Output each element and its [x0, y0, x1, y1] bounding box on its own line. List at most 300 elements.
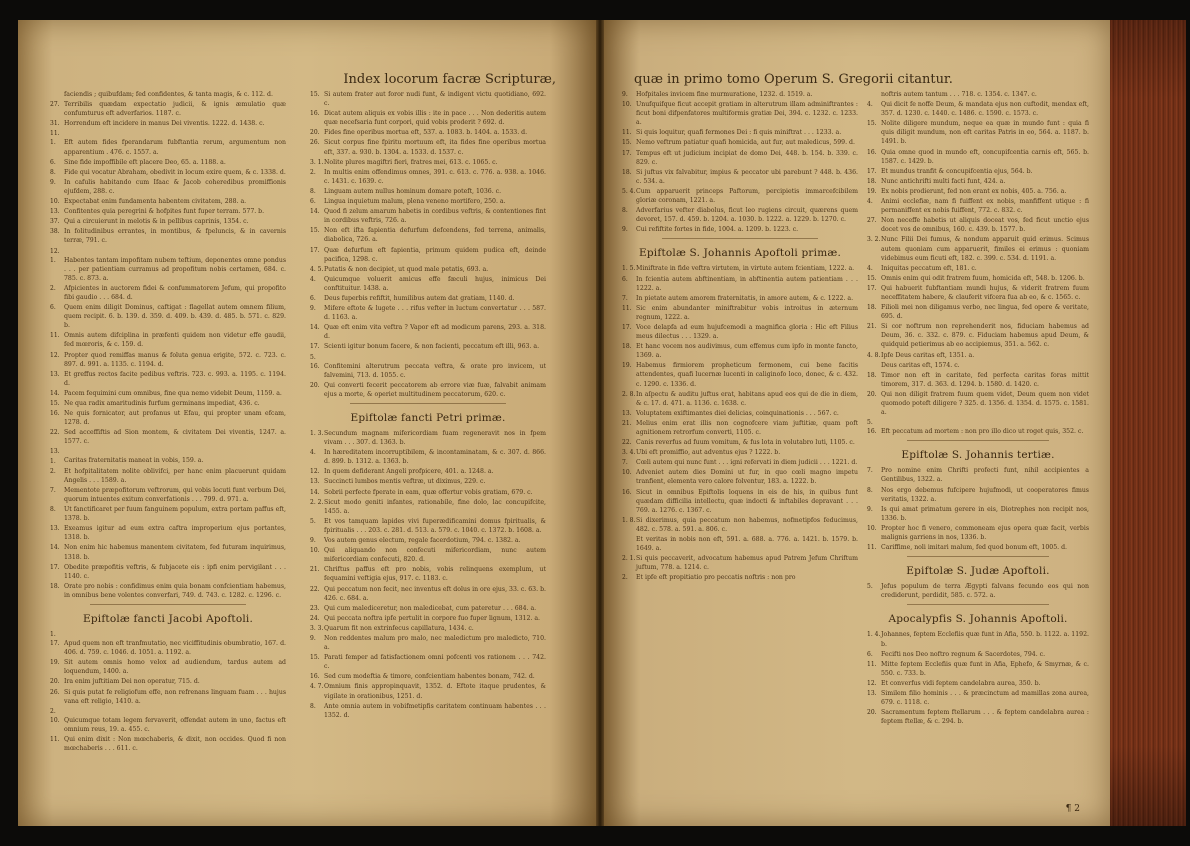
entry-text: Terribilis quædam expectatio judicii, & ignis æmulatio quæ confumturus eft adverfarios. 1187. c. — [64, 101, 286, 118]
entry-text: Voluptatem exiftimantes diei delicias, coinquinationis . . . 567. c. — [636, 409, 839, 417]
entry-text: In fcientia autem abftinentiam, in abftinentia autem patientiam . . . 1222. a. — [636, 275, 858, 292]
index-entry — [50, 467, 286, 485]
verse-number: 14. — [50, 389, 60, 397]
verse-number: 4. 5. — [310, 265, 324, 273]
index-entry — [622, 468, 858, 486]
entry-text: In folitudinibus errantes, in montibus, & fpeluncis, & in cavernis terræ, 791. c. — [64, 228, 286, 245]
entry-text: Nolite plures magiftri fieri, fratres mei, 613. c. 1065. c. — [324, 158, 498, 166]
index-entry — [310, 294, 546, 303]
verse-number: 9. — [50, 178, 56, 186]
index-entry — [310, 448, 546, 466]
entry-text: In multis enim offendimus omnes, 391. c. 613. c. 776. a. 938. a. 1046. c. 1431. c. 1639. c. — [324, 168, 546, 185]
verse-number: 2. 2. — [310, 498, 324, 506]
entry-text: Propter hoc fi venero, commoneam ejus opera quæ facit, verbis malignis garriens in nos, 1336. b. — [881, 524, 1089, 542]
entry-text: Sacramentum feptem ftellarum . . . & feptem candelabra aurea : feptem ftellæ, & c. 294. b. — [881, 709, 1089, 726]
section-heading: Epiftolæ S. Judæ Apoftoli. — [906, 565, 1050, 578]
index-entry — [867, 274, 1089, 283]
index-entry — [867, 303, 1089, 321]
verse-number: 23. — [310, 604, 320, 612]
verse-number: 4. — [310, 449, 316, 457]
verse-number: 14. — [310, 488, 320, 496]
verse-number: 2. — [50, 284, 56, 292]
verse-number: 26. — [50, 688, 60, 696]
index-entry — [867, 351, 1089, 360]
index-entry — [867, 660, 1089, 678]
entry-text: In cafulis habitando cum Ifaac & Jacob coheredibus promiffionis ejufdem, 288. c. — [64, 178, 286, 195]
index-entry — [867, 216, 1089, 234]
entry-text: Fides fine operibus mortua eft, 537. a. 1083. b. 1404. a. 1533. d. — [324, 129, 528, 137]
entry-text: Adverfarius vefter diabolus, ficut leo rugiens circuit, quærens quem devoret, 157. d. 459. b. 1204. a. 1030. b. 1222. a. 1229. b. 1270. c. — [636, 207, 858, 224]
index-entry — [310, 536, 546, 545]
verse-number: 11. — [622, 304, 632, 312]
verse-number: 8. — [867, 486, 873, 494]
section-rule — [907, 556, 1049, 557]
entry-text: Vos autem genus electum, regale facerdotium, 794. c. 1382. a. — [324, 537, 521, 545]
index-entry — [50, 119, 286, 128]
verse-number: 5. 16. — [310, 353, 320, 370]
entry-text: Quæ defurfum eft fapientia, primum quidem pudica eft, deinde pacifica, 1298. c. — [324, 246, 546, 263]
entry-text: Et veritas in nobis non eft, 591. a. 688. a. 776. a. 1421. b. 1579. b. 1649. a. — [636, 536, 858, 553]
verse-number: 20. — [867, 390, 877, 398]
entry-text: Scienti igitur bonum facere, & non facienti, peccatum eft illi, 963. a. — [324, 343, 540, 351]
entry-text: Voce delapfa ad eum hujufcemodi a magnifica gloria : Hic eft Filius meus dilectus . . . 1329. a. — [636, 323, 858, 341]
index-entry — [867, 582, 1089, 600]
index-entry — [50, 217, 286, 226]
verse-number: 27. — [50, 101, 60, 109]
entry-text: Unufquifque ficut accepit gratiam in alterutrum illam adminiftrantes : ficut boni difpenfatores multiformis gratiæ Dei, 394. c. 1232. c. 1233. a. — [636, 101, 858, 127]
index-entry — [622, 554, 858, 572]
index-entry — [50, 178, 286, 196]
verse-number: 11. — [622, 129, 632, 137]
verse-number: 11. — [867, 660, 877, 668]
verse-number: 17. — [867, 284, 877, 292]
entry-text: Ut fanctificaret per fuum fanguinem populum, extra portam paffus eft, 1378. b. — [64, 506, 286, 523]
index-entry — [50, 247, 286, 283]
entry-text: Eft autem fides fperandarum fubftantia rerum, argumentum non apparentium . 476. c. 1557. a. — [64, 139, 286, 156]
index-entry — [622, 409, 858, 418]
verse-number: 9. — [622, 226, 628, 234]
entry-text: Pro nomine enim Chrifti profecti funt, nihil accipientes a Gentilibus, 1322. a. — [881, 467, 1089, 484]
index-entry — [310, 624, 546, 633]
index-entry — [622, 458, 858, 467]
index-entry — [867, 486, 1089, 504]
entry-text: Lingua inquietum malum, plena veneno mortifero, 250. a. — [324, 198, 506, 206]
index-entry — [310, 702, 546, 720]
left-column-2 — [310, 90, 546, 721]
verse-number: 3. 2. — [867, 236, 881, 244]
entry-text: Exeamus igitur ad eum extra caftra improperium ejus portantes, 1318. b. — [64, 525, 286, 542]
verse-number: 15. — [867, 120, 877, 128]
entry-text: Caritas fraternitatis maneat in vobis, 159. a. — [64, 457, 204, 465]
verse-number: 9. — [310, 634, 316, 642]
index-entry — [50, 303, 286, 330]
entry-text: Sit autem omnis homo velox ad audiendum, tardus autem ad loquendum, 1400. a. — [64, 659, 286, 676]
index-entry — [622, 304, 858, 322]
index-entry — [310, 546, 546, 564]
index-entry — [310, 634, 546, 652]
index-entry — [867, 466, 1089, 484]
entry-text: Habemus firmiorem propheticum fermonem, cui bene facitis attendentes, quafi lucernæ lucenti in caliginofo loco, donec, & c. 432. c. 1290. c. 1336. d. — [636, 362, 858, 388]
index-entry — [310, 585, 546, 603]
index-entry — [867, 361, 1089, 370]
verse-number: 7. — [50, 486, 56, 494]
page-edges — [1110, 20, 1186, 826]
verse-number: 10. — [310, 547, 320, 555]
index-entry — [622, 264, 858, 273]
index-entry — [867, 197, 1089, 215]
verse-number: 2. 1. — [622, 555, 636, 563]
entry-text: Si quis peccaverit, advocatum habemus apud Patrem Jefum Chriftum juftum, 778. a. 1214. c. — [636, 555, 858, 572]
entry-text: Chriftus paffus eft pro nobis, vobis relinquens exemplum, ut fequamini veftigia ejus, 917. c. 1183. c. — [324, 566, 546, 583]
verse-number: 15. — [310, 654, 320, 662]
entry-text: Quicumque voluerit amicus effe fæculi hujus, inimicus Dei conftituitur. 1438. a. — [324, 275, 546, 292]
verse-number: 6. — [50, 158, 56, 166]
verse-number: 19. — [622, 362, 632, 370]
index-entry — [310, 614, 546, 623]
section-rule — [662, 238, 818, 239]
verse-number: 5. — [867, 583, 873, 591]
entry-text: Non reddentes malum pro malo, nec maledictum pro maledicto, 710. a. — [324, 634, 546, 652]
index-entry — [622, 294, 858, 303]
index-entry — [622, 225, 858, 234]
verse-number: 6. — [50, 304, 56, 312]
verse-number: 13. — [867, 689, 877, 697]
entry-text: Mitte feptem Ecclefiis quæ funt in Afia, Ephefo, & Smyrnæ, & c. 550. c. 733. b. — [881, 660, 1089, 677]
index-entry — [310, 187, 546, 196]
index-entry — [310, 565, 546, 583]
entry-text: Sed cum modeftia & timore, confcientiam habentes bonam, 742. d. — [324, 673, 535, 681]
verse-number: 17. — [867, 167, 877, 175]
index-entry — [310, 653, 546, 671]
index-entry — [50, 505, 286, 523]
verse-number: 20. — [50, 678, 60, 686]
book-spread — [18, 20, 1178, 830]
entry-text: Miniftrate in fide veftra virtutem, in virtute autem fcientiam, 1222. a. — [636, 265, 855, 273]
index-entry — [867, 371, 1089, 389]
index-entry — [622, 361, 858, 388]
index-entry — [50, 197, 286, 206]
entry-text: Omnis autem difciplina in præfenti quidem non videtur effe gaudii, fed mœroris, & c. 159. d. — [64, 332, 286, 349]
section-heading: Epiftolæ S. Johannis tertiæ. — [901, 449, 1055, 462]
entry-text: Obedite præpofitis veftris, & fubjacete eis : ipfi enim pervigilant . . . 1140. c. — [64, 563, 286, 580]
verse-number: 11. — [50, 332, 60, 340]
index-entry — [310, 353, 546, 380]
index-entry — [622, 128, 858, 137]
entry-text: Si cor noftrum non reprehenderit nos, fiduciam habemus ad Deum, 36. c. 332. c. 879. c. Fiduciam habemus apud Deum, & quidquid petierimus ab eo accipiemus, 351. a. 562. c. — [881, 323, 1089, 349]
index-entry — [867, 679, 1089, 688]
entry-text: Confitemini alterutrum peccata veftra, & orate pro invicem, ut falvemini, 713. d. 1055. c. — [324, 362, 546, 379]
index-entry — [867, 284, 1089, 302]
verse-number: 8. — [50, 168, 56, 176]
entry-text: Non enim hic habemus manentem civitatem, fed futuram inquirimus, 1318. b. — [64, 544, 286, 561]
index-entry — [867, 167, 1089, 176]
entry-text: Fide qui vocatur Abraham, obedivit in locum exire quem, & c. 1338. d. — [64, 168, 286, 176]
verse-number: 1. 4. — [867, 631, 881, 639]
verse-number: 4. 7. — [310, 683, 324, 691]
entry-text: Qui enim dixit : Non mœchaberis, & dixit, non occides. Quod fi non mœchaberis . . . 611. c. — [64, 736, 286, 753]
right-page — [604, 20, 1110, 826]
verse-number: 24. — [310, 614, 320, 622]
index-entry — [310, 604, 546, 613]
index-entry — [310, 381, 546, 399]
index-entry — [50, 630, 286, 657]
verse-number: 18. — [622, 343, 632, 351]
entry-text: In quem defiderant Angeli profpicere, 401. a. 1248. a. — [324, 468, 494, 476]
entry-text: Sed acceffiftis ad Sion montem, & civitatem Dei viventis, 1247. a. 1577. c. — [64, 429, 286, 446]
verse-number: 4. — [867, 198, 873, 206]
entry-text: Horrendum eft incidere in manus Dei viventis. 1222. d. 1438. c. — [64, 120, 265, 128]
entry-text: Qui habuerit fubftantiam mundi hujus, & viderit fratrem fuum neceffitatem habere, & clauferit vifcera fua ab eo, & c. 1565. c. — [881, 284, 1089, 301]
verse-number: 13. — [622, 409, 632, 417]
index-entry — [50, 90, 286, 99]
index-entry — [622, 516, 858, 534]
entry-text: Ubi eft promiffio, aut adventus ejus ? 1222. b. — [636, 449, 781, 457]
index-entry — [310, 226, 546, 244]
verse-number: 21. — [867, 323, 877, 331]
verse-number: 5. 4. — [622, 187, 636, 195]
entry-text: Nunc Filii Dei fumus, & nondum apparuit quid erimus. Scimus autem quoniam cum apparuerit, fimiles ei erimus : quoniam videbimus eum ficuti eft, 182. c. 399. c. 534. d. 1191. a. — [881, 236, 1089, 262]
entry-text: Et ipfe eft propitiatio pro peccatis noftris : non pro — [636, 574, 796, 582]
index-entry — [622, 438, 858, 447]
entry-text: Mifere eftote & lugete . . . rifus vefter in luctum convertatur . . . 587. d. 1163. a. — [324, 305, 546, 322]
verse-number: 13. — [50, 525, 60, 533]
entry-text: Animi ecclefiæ, nam fi fuiffent ex nobis, manfiffent utique : fi permaniffent ex nobis fuiffent, 772. c. 832. c. — [881, 198, 1089, 215]
verse-number: 38. — [50, 228, 60, 236]
verse-number: 4. — [867, 101, 873, 109]
signature-mark: ¶ 2 — [1065, 804, 1080, 814]
left-column-1 — [50, 90, 286, 754]
verse-number: 1. 8. — [622, 516, 636, 524]
verse-number: 6. — [622, 275, 628, 283]
verse-number: 12. — [310, 468, 320, 476]
verse-number: 27. — [867, 217, 877, 225]
verse-number: 4. — [867, 264, 873, 272]
entry-text: Sobrii perfecte fperate in eam, quæ offertur vobis gratiam, 679. c. — [324, 488, 533, 496]
verse-number: 13. — [310, 478, 320, 486]
index-entry — [622, 342, 858, 360]
section-rule — [907, 604, 1049, 605]
left-page — [18, 20, 596, 826]
index-entry — [867, 187, 1089, 196]
entry-text: Sicut corpus fine fpiritu mortuum eft, ita fides fine operibus mortua eft, 337. a. 930. b. 1304. a. 1533. d. 1537. c. — [324, 139, 546, 156]
index-entry — [867, 708, 1089, 726]
entry-text: Canis reverfus ad fuum vomitum, & fus lota in volutabro luti, 1105. c. — [636, 439, 855, 447]
index-entry — [310, 168, 546, 186]
entry-text: Succincti lumbos mentis veftræ, ut diximus, 229. c. — [324, 478, 486, 486]
entry-text: Secundum magnam mifericordiam fuam regeneravit nos in fpem vivam . . . 307. d. 1363. b. — [324, 430, 546, 447]
entry-text: Et vos tamquam lapides vivi fuperædificamini domus fpiritualis, & fpiritualis . . . 203. c. 281. d. 513. a. 579. c. 1040. c. 1372. b. 1608. a. — [324, 517, 546, 534]
entry-text: Putatis & non decipiet, ut quod male petatis, 693. a. — [324, 265, 489, 273]
index-entry — [310, 265, 546, 274]
entry-text: Non eft ifta fapientia defurfum defcendens, fed terrena, animalis, diabolica, 726. a. — [324, 227, 546, 244]
index-entry — [867, 90, 1089, 99]
verse-number: 14. — [310, 324, 320, 332]
entry-text: Eft peccatum ad mortem : non pro illo dico ut roget quis, 352. c. — [881, 428, 1084, 436]
index-entry — [867, 390, 1089, 417]
verse-number: 6. — [867, 650, 873, 658]
index-entry — [622, 100, 858, 127]
index-entry — [50, 524, 286, 542]
verse-number: 20. — [310, 381, 320, 389]
index-entry — [622, 573, 858, 582]
verse-number: 11. — [50, 736, 60, 743]
index-entry — [622, 323, 858, 341]
entry-text: Omnis enim qui odit fratrem fuum, homicida eft, 548. b. 1206. b. — [881, 274, 1085, 282]
verse-number: 8. — [622, 207, 628, 215]
verse-number: 16. — [622, 488, 632, 496]
verse-number: 5. 16. — [867, 419, 877, 436]
verse-number: 9. — [310, 537, 316, 545]
verse-number: 13. — [50, 208, 60, 216]
entry-text: Filioli mei non diligamus verbo, nec lingua, fed opere & veritate, 695. d. — [881, 304, 1089, 321]
section-rule — [350, 403, 506, 404]
verse-number: 19. — [50, 659, 60, 667]
entry-text: Adveniet autem dies Domini ut fur, in quo cœli magno impetu tranfient, elementa vero calore folventur, 183. a. 1222. b. — [636, 469, 858, 486]
index-entry — [867, 100, 1089, 118]
index-entry — [310, 467, 546, 476]
entry-text: Omnium finis appropinquavit, 1352. d. Eftote itaque prudentes, & vigilate in orationibus, 1251. d. — [324, 683, 546, 700]
index-entry — [310, 304, 546, 322]
verse-number: 18. — [867, 304, 877, 312]
verse-number: 14. — [310, 208, 320, 216]
verse-number: 18. — [622, 168, 632, 176]
entry-text: Ira enim juftitiam Dei non operatur, 715. d. — [64, 678, 200, 686]
verse-number: 2. 10. — [50, 707, 60, 724]
index-entry — [310, 275, 546, 293]
index-entry — [310, 158, 546, 167]
index-entry — [50, 688, 286, 706]
verse-number: 16. — [867, 148, 877, 156]
index-entry — [622, 390, 858, 408]
entry-text: Nolite diligere mundum, neque ea quæ in mundo funt : quia fi quis diligit mundum, non eft caritas Patris in eo, 564. a. 1187. b. 1491. b. — [881, 120, 1089, 146]
index-entry — [310, 477, 546, 486]
verse-number: 15. — [310, 91, 320, 98]
index-entry — [50, 207, 286, 216]
verse-number: 11. 1. — [50, 130, 60, 147]
entry-text: Apud quem non eft tranfmutatio, nec viciffitudinis obumbratio, 167. d. 406. d. 759. c. 1046. d. 1051. a. 1192. a. — [64, 640, 286, 657]
entry-text: Ne qua radix amaritudinis furfum germinans impediat, 436. c. — [64, 400, 260, 407]
section-rule — [90, 604, 246, 605]
section-heading: Epiftolæ S. Johannis Apoftoli primæ. — [639, 247, 841, 260]
verse-number: 11. — [867, 544, 877, 552]
entry-text: Cariffime, noli imitari malum, fed quod bonum eft, 1005. d. — [881, 544, 1068, 552]
verse-number: 4. — [310, 275, 316, 283]
entry-text: Afpicientes in auctorem fidei & confummatorem Jefum, qui propofito fibi gaudio . . . 684. d. — [64, 284, 286, 301]
entry-text: faciendis ; quibufdam; fed confidentes, & tanta magis, & c. 112. d. — [64, 91, 273, 98]
index-entry — [50, 543, 286, 561]
entry-text: Mementote præpofitorum veftrorum, qui vobis locuti funt verbum Dei, quorum intuentes exitum converfationis . . . 799. d. 971. a. — [64, 486, 286, 503]
verse-number: 20. — [867, 709, 877, 717]
entry-text: Orate pro nobis : confidimus enim quia bonam confcientiam habemus, in omnibus bene volentes converfari, 749. d. 743. c. 1282. c. 1296. c. — [64, 582, 286, 599]
entry-text: Cum apparuerit princeps Paftorum, percipietis immarcefcibilem gloriæ coronam, 1221. a. — [636, 187, 858, 205]
entry-text: Qui peccata noftra ipfe pertulit in corpore fuo fuper lignum, 1312. a. — [324, 614, 540, 622]
index-entry — [50, 409, 286, 427]
index-entry — [622, 206, 858, 224]
verse-number: 4. 8. — [867, 351, 881, 359]
entry-text: Et hofpitalitatem nolite oblivifci, per hanc enim placuerunt quidam Angelis . . . 1589. a. — [64, 467, 286, 484]
index-entry — [50, 563, 286, 581]
entry-text: Iniquitas peccatum eft, 181. c. — [881, 264, 977, 272]
entry-text: Ex nobis prodierunt, fed non erant ex nobis, 405. a. 756. a. — [881, 187, 1067, 195]
left-page-header: Index locorum facræ Scripturæ, — [343, 72, 556, 87]
index-entry — [622, 275, 858, 293]
index-entry — [622, 168, 858, 186]
entry-text: Quod fi zelum amarum habetis in cordibus veftris, & contentiones fint in cordibus veftris, 726. a. — [324, 208, 546, 225]
index-entry — [867, 264, 1089, 273]
verse-number: 3. 4. — [622, 449, 636, 457]
verse-number: 31. — [50, 120, 60, 128]
entry-text: Ne quis fornicator, aut profanus ut Efau, qui propter unam efcam, 1278. d. — [64, 410, 286, 427]
index-entry — [867, 650, 1089, 659]
index-entry — [867, 119, 1089, 146]
index-entry — [622, 488, 858, 515]
verse-number: 16. — [50, 410, 60, 418]
section-heading: Apocalypfis S. Johannis Apoftoli. — [888, 613, 1068, 626]
index-entry — [50, 447, 286, 465]
index-entry — [622, 138, 858, 147]
verse-number: 20. — [310, 129, 320, 137]
entry-text: Sicut modo geniti infantes, rationabile, fine dolo, lac concupifcite, 1455. a. — [324, 498, 546, 515]
book-gutter — [596, 20, 604, 826]
verse-number: 17. — [310, 246, 320, 254]
index-entry — [50, 735, 286, 753]
entry-text: In aſpectu & auditu juftus erat, habitans apud eos qui de die in diem, & c. 17. d. 471. a. 1136. c. 1638. c. — [636, 390, 858, 407]
index-entry — [310, 207, 546, 225]
index-entry — [867, 148, 1089, 166]
verse-number: 15. — [622, 139, 632, 147]
index-entry — [867, 322, 1089, 349]
section-heading: Epiftolæ fancti Jacobi Apoftoli. — [82, 612, 254, 625]
verse-number: 37. — [50, 218, 60, 226]
index-entry — [310, 109, 546, 127]
entry-text: In hæreditatem incorruptibilem, & incontaminatam, & c. 307. d. 866. d. 899. b. 1312. a. 1363. b. — [324, 449, 546, 466]
entry-text: Propter quod remiffas manus & foluta genua erigite, 572. c. 723. c. 897. d. 991. a. 1135. c. 1194. d. — [64, 351, 286, 368]
entry-text: Si quis putat fe religiofum effe, non refrenans linguam fuam . . . hujus vana eft religio, 1410. a. — [64, 688, 286, 705]
verse-number: 12. 1. — [50, 247, 60, 264]
index-entry — [50, 129, 286, 156]
verse-number: 15. — [867, 274, 877, 282]
index-entry — [867, 524, 1089, 542]
index-entry — [867, 505, 1089, 523]
index-entry — [50, 658, 286, 676]
verse-number: 21. — [622, 419, 632, 427]
entry-text: Qui a circuierunt in melotis & in pellibus caprinis, 1354. c. — [64, 218, 249, 226]
entry-text: Non neceffe habetis ut aliquis doceat vos, fed ficut unctio ejus docet vos de omnibus, 160. c. 439. b. 1577. b. — [881, 217, 1089, 234]
entry-text: Timor non eft in caritate, fed perfecta caritas foras mittit timorem, 317. d. 363. d. 1294. b. 1580. d. 1420. c. — [881, 371, 1089, 388]
entry-text: Expectabat enim fundamenta habentem civitatem, 288. a. — [64, 198, 247, 206]
verse-number: 14. — [50, 544, 60, 552]
entry-text: Quicumque totam legem fervaverit, offendat autem in uno, factus eft omnium reus, 19. a. 455. c. — [64, 716, 286, 733]
index-entry — [50, 486, 286, 504]
entry-text: Cui refiftite fortes in fide, 1004. a. 1209. b. 1223. c. — [636, 226, 799, 234]
index-entry — [622, 149, 858, 167]
entry-text: Confitentes quia peregrini & hofpites funt fuper terram. 577. b. — [64, 208, 265, 216]
entry-text: Jefus populum de terra Ægypti falvans fecundo eos qui non crediderunt, perdidit, 585. c. 572. a. — [881, 583, 1089, 600]
entry-text: Ante omnia autem in vobifmetipfis caritatem continuam habentes . . . 1352. d. — [324, 702, 546, 719]
entry-text: Tempus eft ut judicium incipiat de domo Dei, 448. b. 154. b. 339. c. 829. c. — [636, 149, 858, 166]
entry-text: In pietate autem amorem fraternitatis, in amore autem, & c. 1222. a. — [636, 294, 854, 302]
index-entry — [50, 428, 286, 446]
entry-text: Et converfus vidi feptem candelabra aurea, 350. b. — [881, 679, 1041, 687]
entry-text: Quia omne quod in mundo eft, concupifcentia carnis eft, 565. b. 1587. c. 1429. b. — [881, 148, 1089, 165]
right-page-header: quæ in primo tomo Operum S. Gregorii citantur. — [634, 72, 953, 87]
entry-text: Deus caritas eft, 1574. c. — [881, 361, 960, 369]
verse-number: 9. — [310, 305, 316, 313]
entry-text: Qui non diligit fratrem fuum quem videt, Deum quem non videt quomodo poteft diligere ? 325. d. 1356. d. 1354. d. 1575. c. 1581. a. — [881, 390, 1089, 417]
entry-text: Is qui amat primatum gerere in eis, Diotrephes non recipit nos, 1336. b. — [881, 505, 1089, 522]
index-entry — [867, 177, 1089, 186]
verse-number: 7. — [622, 459, 628, 467]
